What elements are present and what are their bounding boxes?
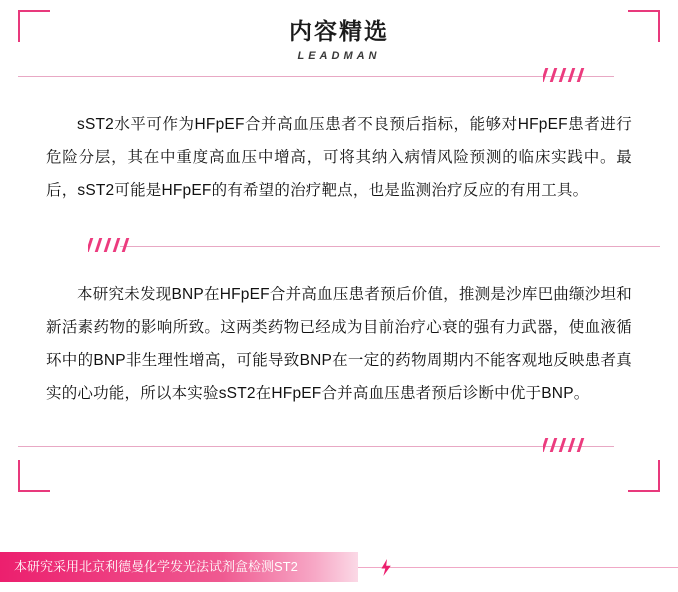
footer-text: 本研究采用北京利德曼化学发光法试剂盒检测ST2 <box>14 559 298 574</box>
frame-corner-bottom-left <box>18 460 50 492</box>
paragraph-two: 本研究未发现BNP在HFpEF合并高血压患者预后价值，推测是沙库巴曲缬沙坦和新活素药物的影响所致。这两类药物已经成为目前治疗心衰的强有力武器，使血液循环中的BNP非生理性增高，可能导致BNP在一定的药物周期内不能客观地反映患者真实的心功能，所以本实验sST2在HFpEF合并高血压患者预后诊断中优于BNP。 <box>46 286 632 402</box>
frame-corner-bottom-right <box>628 460 660 492</box>
footer-banner <box>0 552 678 582</box>
page-title: 内容精选 <box>289 18 389 44</box>
hatch-mark-bottom-right <box>543 438 589 452</box>
footer-rule <box>358 567 678 568</box>
hatch-mark-middle-left <box>88 238 134 252</box>
divider-bottom <box>18 446 614 447</box>
divider-middle <box>120 246 660 247</box>
paragraph-one: sST2水平可作为HFpEF合并高血压患者不良预后指标，能够对HFpEF患者进行危险分层，其在中重度高血压中增高，可将其纳入病情风险预测的临床实践中。最后，sST2可能是HFpEF的有希望的治疗靶点，也是监测治疗反应的有用工具。 <box>46 116 632 199</box>
page-header <box>0 16 678 62</box>
page-subtitle: LEADMAN <box>297 50 381 62</box>
divider-top <box>18 76 614 77</box>
hatch-mark-top-right <box>543 68 589 82</box>
lightning-bolt-icon <box>380 559 394 576</box>
